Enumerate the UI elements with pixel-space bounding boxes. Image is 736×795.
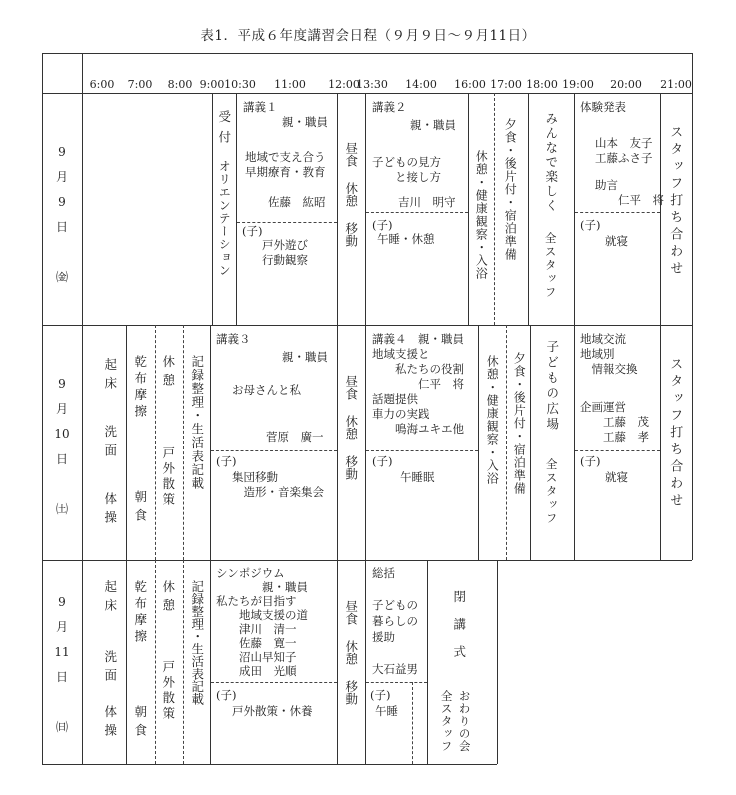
day2-exchange: 地域交流 地域別 情報交換 xyxy=(580,332,638,376)
day2-dry-towel-rub: 乾布摩擦 xyxy=(132,355,148,421)
time-label: 9:00 xyxy=(199,78,225,91)
day2-kids-plaza: 子どもの広場 xyxy=(544,340,560,433)
time-label: 18:00 xyxy=(526,78,558,91)
day1-dashed-rule xyxy=(494,93,495,325)
time-row-rule xyxy=(42,93,692,94)
day3-sym-child-label: (子) xyxy=(216,688,237,702)
time-label: 13:30 xyxy=(356,78,388,91)
day2-lecture4-title: 講義４ 親・職員 xyxy=(372,332,464,346)
time-label: 8:00 xyxy=(167,78,193,91)
day3-summary-child: 午睡 xyxy=(375,704,398,718)
time-label: 21:00 xyxy=(660,78,692,91)
time-label: 11:00 xyxy=(274,78,306,91)
day1-lecture2-child-label: (子) xyxy=(372,218,393,232)
day3-dashed-rule xyxy=(155,560,156,764)
day3-farewell-staff: 全スタッフ xyxy=(439,690,454,753)
day2-dashed-rule xyxy=(506,325,507,560)
time-label: 10:30 xyxy=(224,78,256,91)
day2-record: 記録整理・生活表記載 xyxy=(189,355,205,490)
day3-sym-child: 戸外散策・休養 xyxy=(232,704,313,718)
day2-lecture4-child-label: (子) xyxy=(372,454,393,468)
day3-wake: 起床 xyxy=(102,580,118,617)
day2-planning: 企画運営 工藤 茂 工藤 孝 xyxy=(580,400,649,444)
day1-fun: みんなで楽しく xyxy=(543,112,559,214)
day2-wake: 起床 xyxy=(102,358,118,395)
day2-lecture4-topic: 地域支援と 私たちの役割 仁平 将 話題提供 車力の実践 鳴海ユキエ他 xyxy=(372,347,464,436)
day3-right-border xyxy=(497,560,498,764)
day3-wash: 洗面 xyxy=(102,650,118,687)
day2-child-divider xyxy=(366,450,478,451)
day1-lecture1-child: 戸外遊び 行動観察 xyxy=(262,238,308,267)
day2-bottom-rule xyxy=(42,560,692,561)
day1-lecture1-target: 親・職員 xyxy=(282,115,328,129)
day3-outdoor-walk: 戸外散策 xyxy=(160,660,176,722)
day3-exercise: 体操 xyxy=(102,705,118,742)
time-label: 16:00 xyxy=(454,78,486,91)
date-label-sep11: 9 月 11 日 ㈰ xyxy=(54,595,70,734)
day2-evening-child: 就寝 xyxy=(605,470,628,484)
day2-rule xyxy=(574,325,575,560)
day2-evening-child-label: (子) xyxy=(580,454,601,468)
day2-rest-bath: 休憩・健康観察・入浴 xyxy=(485,355,500,485)
time-label: 7:00 xyxy=(127,78,153,91)
day3-child-divider xyxy=(211,682,337,683)
day2-child-divider xyxy=(575,450,660,451)
day3-rest: 休憩 xyxy=(160,580,176,617)
day3-closing-ceremony: 閉 講 式 xyxy=(451,590,467,658)
day3-summary-title: 総括 xyxy=(372,566,395,580)
time-label: 19:00 xyxy=(562,78,594,91)
table-top-border xyxy=(42,53,692,54)
day1-reception: 受付 xyxy=(216,110,232,151)
day2-rule xyxy=(530,325,531,560)
day3-rule xyxy=(126,560,127,764)
day2-lunch: 昼食 休憩 移動 xyxy=(343,375,359,480)
day2-exercise: 体操 xyxy=(102,492,118,529)
time-label: 20:00 xyxy=(610,78,642,91)
time-label: 12:00 xyxy=(328,78,360,91)
day2-lecture3-topic: お母さんと私 xyxy=(232,383,301,397)
day3-rule xyxy=(337,560,338,764)
day3-rule xyxy=(210,560,211,764)
day2-rule xyxy=(126,325,127,560)
day3-symposium: シンポジウム 親・職員 私たちが目指す 地域支援の道 津川 清一 佐藤 寛一 沼山早知子 成田 光順 xyxy=(216,566,308,678)
day2-wash: 洗面 xyxy=(102,425,118,462)
day3-farewell: おわりの会 xyxy=(457,690,472,753)
day2-rule xyxy=(478,325,479,560)
date-label-sep9: 9 月 9 日 ㈮ xyxy=(55,145,68,284)
day2-rule xyxy=(365,325,366,560)
table-title: 表1．平成６年度講習会日程（９月９日～９月11日） xyxy=(200,28,536,44)
day1-rule xyxy=(365,93,366,325)
day2-lecture3-child: 集団移動 造形・音楽集会 xyxy=(232,470,324,499)
day2-dinner: 夕食・後片付・宿泊準備 xyxy=(512,352,527,495)
day1-evening-child-label: (子) xyxy=(580,218,601,232)
day1-fun-staff: 全スタッフ xyxy=(543,232,558,300)
day1-rule xyxy=(574,93,575,325)
day1-lecture1-title: 講義１ xyxy=(243,100,278,114)
day1-lecture2-topic: 子どもの見方 と接し方 xyxy=(372,155,441,184)
day3-breakfast: 朝食 xyxy=(132,705,148,742)
day2-rule xyxy=(337,325,338,560)
day1-rule xyxy=(660,93,661,325)
day1-lecture2-title: 講義２ xyxy=(372,100,407,114)
day1-lecture2-speaker: 吉川 明守 xyxy=(398,195,456,209)
day1-orientation: オリエンテーション xyxy=(217,160,232,277)
day1-lecture1-speaker: 佐藤 紘昭 xyxy=(268,195,326,209)
day2-lecture3-target: 親・職員 xyxy=(282,350,328,364)
day2-lecture3-title: 講義３ xyxy=(216,332,251,346)
day1-presenters: 山本 友子 工藤ふさ子 xyxy=(595,136,653,165)
day3-record: 記録整理・生活表記載 xyxy=(189,580,205,705)
day1-lecture2-child: 午睡・休憩 xyxy=(377,232,435,246)
date-label-sep10: 9 月 10 日 ㈯ xyxy=(54,377,70,516)
day1-lecture1-topic: 地域で支え合う 早期療育・教育 xyxy=(245,150,326,179)
day2-lecture3-speaker: 菅原 廣一 xyxy=(266,430,324,444)
day1-rule xyxy=(468,93,469,325)
day3-dashed-rule xyxy=(412,682,413,764)
day1-advice: 助言 仁平 将 xyxy=(595,178,664,207)
time-label: 14:00 xyxy=(405,78,437,91)
day3-lunch: 昼食 休憩 移動 xyxy=(343,600,359,705)
day2-rule xyxy=(660,325,661,560)
day1-rule xyxy=(528,93,529,325)
day2-dashed-rule xyxy=(183,325,184,560)
day1-rule xyxy=(337,93,338,325)
day1-lecture1-child-label: (子) xyxy=(242,224,263,238)
day3-rule xyxy=(427,560,428,764)
day1-rest: 休憩・健康観察・入浴 xyxy=(474,150,489,280)
day1-child-divider xyxy=(366,212,468,213)
table-right-border xyxy=(692,53,693,560)
day1-rule xyxy=(212,93,213,325)
day1-presentation-title: 体験発表 xyxy=(580,100,626,114)
day1-lecture2-target: 親・職員 xyxy=(410,118,456,132)
day1-child-divider xyxy=(237,222,337,223)
day3-dry-towel-rub: 乾布摩擦 xyxy=(132,580,148,646)
day2-outdoor-walk: 戸外散策 xyxy=(160,446,176,508)
day3-summary-child-label: (子) xyxy=(370,688,391,702)
table-left-border xyxy=(42,53,43,764)
day1-staff-meeting: スタッフ打ち合わせ xyxy=(667,125,683,278)
day2-breakfast: 朝食 xyxy=(132,490,148,527)
day2-rule xyxy=(210,325,211,560)
day2-child-divider xyxy=(211,450,337,451)
day1-evening-child: 就寝 xyxy=(605,234,628,248)
day1-rule xyxy=(236,93,237,325)
day1-dinner: 夕食・後片付・宿泊準備 xyxy=(503,118,518,261)
day1-child-divider xyxy=(575,212,660,213)
table-bottom-border xyxy=(42,764,497,765)
day3-rule xyxy=(365,560,366,764)
day3-summary: 子どもの 暮らしの 援助 大石益男 xyxy=(372,598,418,676)
time-label: 17:00 xyxy=(490,78,522,91)
day3-dashed-rule xyxy=(183,560,184,764)
day2-staff-meeting: スタッフ打ち合わせ xyxy=(667,357,683,510)
day3-child-divider xyxy=(366,682,427,683)
day2-lecture4-child: 午睡眠 xyxy=(400,470,435,484)
day2-plaza-staff: 全スタッフ xyxy=(544,458,559,526)
day1-bottom-rule xyxy=(42,325,692,326)
time-label: 6:00 xyxy=(89,78,115,91)
day2-dashed-rule xyxy=(155,325,156,560)
date-column-rule xyxy=(82,53,83,764)
day2-lecture3-child-label: (子) xyxy=(216,454,237,468)
day1-lunch: 昼食 休憩 移動 xyxy=(343,142,359,247)
day2-rest: 休憩 xyxy=(160,355,176,392)
